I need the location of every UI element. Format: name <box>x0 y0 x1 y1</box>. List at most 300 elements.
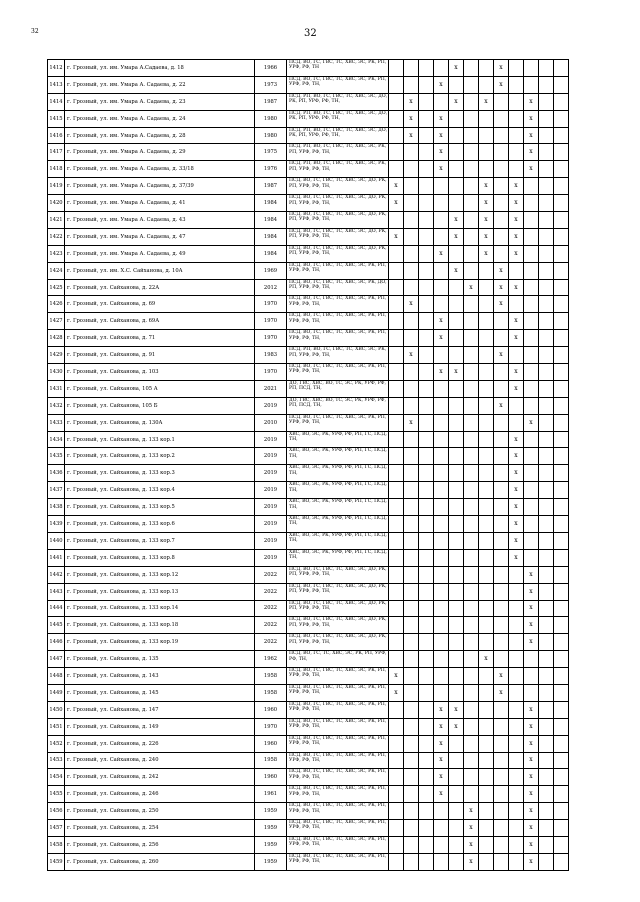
mark-cell: x <box>479 651 494 668</box>
mark-cell <box>389 93 404 110</box>
mark-cell <box>479 448 494 465</box>
mark-cell <box>419 144 434 161</box>
mark-cell <box>464 651 479 668</box>
mark-cell <box>404 380 419 397</box>
mark-cell <box>539 76 554 93</box>
mark-cell <box>524 228 539 245</box>
mark-cell <box>509 668 524 685</box>
codes-cell: ПСД, ВО, ГС, ГВС, ТС, ХВС, ЭС, РК, РП, УРФ, РФ, ТН, <box>287 718 389 735</box>
mark-cell <box>479 296 494 313</box>
mark-cell: x <box>434 127 449 144</box>
mark-cell <box>479 330 494 347</box>
mark-cell <box>419 668 434 685</box>
mark-cell <box>554 566 569 583</box>
mark-cell <box>419 583 434 600</box>
mark-cell <box>464 313 479 330</box>
mark-cell <box>464 448 479 465</box>
mark-cell <box>509 803 524 820</box>
mark-cell <box>554 397 569 414</box>
row-number: 1450 <box>48 701 65 718</box>
mark-cell <box>434 465 449 482</box>
mark-cell <box>539 549 554 566</box>
mark-cell <box>479 718 494 735</box>
mark-cell: x <box>389 195 404 212</box>
row-number: 1442 <box>48 566 65 583</box>
mark-cell <box>449 397 464 414</box>
mark-cell <box>404 735 419 752</box>
mark-cell: x <box>494 60 509 77</box>
mark-cell <box>464 634 479 651</box>
codes-cell: ХВС, ВО, ЭС, РК, УРФ, РФ, РП, ГС, ПСД, ТН, <box>287 465 389 482</box>
mark-cell <box>464 549 479 566</box>
codes-cell: ПСД, РП, ВО, ГС, ГВС, ТС, ХВС, ЭС, ДО, РК, РП, УРФ, РФ, ТН, <box>287 127 389 144</box>
address-cell: г. Грозный, ул. Сайханова, д. 133 кор.8 <box>65 549 255 566</box>
mark-cell: x <box>449 93 464 110</box>
codes-cell: ПСД, ВО, ГС, ГВС, ТС, ХВС, ЭС, РК, РП, УРФ, РФ, ТН, <box>287 668 389 685</box>
address-cell: г. Грозный, ул. Сайханова, 105 Б <box>65 397 255 414</box>
mark-cell <box>389 752 404 769</box>
mark-cell <box>479 465 494 482</box>
mark-cell <box>494 245 509 262</box>
mark-cell <box>539 397 554 414</box>
mark-cell <box>539 414 554 431</box>
row-number: 1449 <box>48 684 65 701</box>
mark-cell <box>554 634 569 651</box>
mark-cell: x <box>494 279 509 296</box>
mark-cell <box>539 431 554 448</box>
mark-cell <box>449 600 464 617</box>
mark-cell <box>494 161 509 178</box>
codes-cell: ПСД, ВО, ГС, ГВС, ТС, ХВС, ЭС, РК, РП, УРФ, РФ, ТН, <box>287 786 389 803</box>
mark-cell <box>479 668 494 685</box>
mark-cell <box>509 262 524 279</box>
mark-cell <box>524 76 539 93</box>
mark-cell <box>539 668 554 685</box>
mark-cell <box>539 245 554 262</box>
mark-cell <box>464 769 479 786</box>
mark-cell <box>554 820 569 837</box>
mark-cell <box>419 431 434 448</box>
address-cell: г. Грозный, ул. им. Умара А. Садаева, д. 28 <box>65 127 255 144</box>
mark-cell <box>494 516 509 533</box>
year-cell: 1970 <box>255 364 287 381</box>
row-number: 1425 <box>48 279 65 296</box>
mark-cell <box>419 60 434 77</box>
mark-cell <box>464 566 479 583</box>
mark-cell <box>419 279 434 296</box>
mark-cell <box>494 330 509 347</box>
address-cell: г. Грозный, ул. Сайханова, д. 147 <box>65 701 255 718</box>
year-cell: 2019 <box>255 448 287 465</box>
mark-cell <box>419 634 434 651</box>
mark-cell <box>524 532 539 549</box>
mark-cell <box>389 448 404 465</box>
mark-cell: x <box>449 212 464 229</box>
codes-cell: ПСД, ВО, ГС, ГВС, ТС, ХВС, ЭС, ДО, РК, РП, УРФ, РФ, ТН, <box>287 634 389 651</box>
mark-cell <box>494 651 509 668</box>
mark-cell <box>539 262 554 279</box>
row-number: 1412 <box>48 60 65 77</box>
row-number: 1421 <box>48 212 65 229</box>
year-cell: 1983 <box>255 347 287 364</box>
address-cell: г. Грозный, ул. Сайханова, д. 133 кор.19 <box>65 634 255 651</box>
codes-cell: ПСД, ВО, ГС, ГВС, ТС, ХВС, ЭС, ДО, РК, РП, УРФ, РФ, ТН, <box>287 195 389 212</box>
mark-cell <box>509 60 524 77</box>
mark-cell <box>539 583 554 600</box>
mark-cell <box>464 414 479 431</box>
codes-cell: ПСД, ВО, ГС, ГВС, ТС, ХВС, ЭС, РК, РП, УРФ, РФ, ТН, <box>287 735 389 752</box>
codes-cell: ПСД, ВО, ГС, ТС, ХВС, ЭС, РК, РП, УРФ, РФ, ТН, <box>287 651 389 668</box>
mark-cell <box>404 195 419 212</box>
address-cell: г. Грозный, ул. Сайханова, д. 133 кор.2 <box>65 448 255 465</box>
mark-cell <box>554 347 569 364</box>
row-number: 1420 <box>48 195 65 212</box>
mark-cell <box>389 735 404 752</box>
mark-cell <box>464 380 479 397</box>
mark-cell <box>554 448 569 465</box>
mark-cell <box>509 600 524 617</box>
mark-cell: x <box>524 566 539 583</box>
mark-cell <box>494 836 509 853</box>
mark-cell: x <box>479 93 494 110</box>
table-row <box>48 364 569 381</box>
mark-cell <box>539 769 554 786</box>
mark-cell <box>524 364 539 381</box>
mark-cell <box>554 482 569 499</box>
row-number: 1445 <box>48 617 65 634</box>
mark-cell <box>449 684 464 701</box>
mark-cell <box>539 836 554 853</box>
mark-cell: x <box>449 701 464 718</box>
year-cell: 1958 <box>255 752 287 769</box>
mark-cell <box>449 144 464 161</box>
mark-cell <box>539 651 554 668</box>
mark-cell <box>404 499 419 516</box>
year-cell: 2019 <box>255 397 287 414</box>
mark-cell <box>494 752 509 769</box>
codes-cell: ПСД, ВО, ГС, ГВС, ТС, ХВС, ЭС, РК, РП, УРФ, РФ, ТН, <box>287 820 389 837</box>
mark-cell <box>479 313 494 330</box>
year-cell: 1980 <box>255 110 287 127</box>
address-cell: г. Грозный, ул. им. Умара А. Садаева, д. 41 <box>65 195 255 212</box>
mark-cell <box>449 516 464 533</box>
mark-cell: x <box>509 431 524 448</box>
mark-cell <box>419 245 434 262</box>
mark-cell <box>554 853 569 870</box>
table-row <box>48 820 569 837</box>
mark-cell <box>524 668 539 685</box>
mark-cell <box>404 668 419 685</box>
mark-cell <box>464 532 479 549</box>
mark-cell <box>554 414 569 431</box>
mark-cell: x <box>524 144 539 161</box>
mark-cell: x <box>524 583 539 600</box>
address-cell: г. Грозный, ул. им. Умара А. Садаева, д. 29 <box>65 144 255 161</box>
mark-cell <box>554 583 569 600</box>
buildings-table <box>47 59 569 871</box>
address-cell: г. Грозный, ул. Сайханова, д. 71 <box>65 330 255 347</box>
mark-cell <box>404 853 419 870</box>
mark-cell <box>479 76 494 93</box>
codes-cell: ПСД, РП, ВО, ГС, ГВС, ТС, ХВС, ЭС, ДО, РК, РП, УРФ, РФ, ТН, <box>287 93 389 110</box>
mark-cell <box>464 76 479 93</box>
mark-cell <box>554 549 569 566</box>
mark-cell <box>554 769 569 786</box>
mark-cell: x <box>524 161 539 178</box>
mark-cell <box>404 516 419 533</box>
mark-cell <box>404 820 419 837</box>
mark-cell <box>524 178 539 195</box>
mark-cell <box>419 752 434 769</box>
table-row <box>48 245 569 262</box>
mark-cell <box>434 499 449 516</box>
mark-cell <box>464 600 479 617</box>
table-row <box>48 600 569 617</box>
mark-cell <box>419 465 434 482</box>
mark-cell <box>539 161 554 178</box>
mark-cell: x <box>404 110 419 127</box>
mark-cell <box>554 178 569 195</box>
mark-cell <box>449 499 464 516</box>
mark-cell <box>434 431 449 448</box>
mark-cell: x <box>479 195 494 212</box>
table-row <box>48 262 569 279</box>
mark-cell <box>404 769 419 786</box>
mark-cell: x <box>524 110 539 127</box>
mark-cell <box>539 820 554 837</box>
row-number: 1431 <box>48 380 65 397</box>
mark-cell <box>434 820 449 837</box>
address-cell: г. Грозный, ул. Сайханова, д. 149 <box>65 718 255 735</box>
mark-cell <box>479 364 494 381</box>
mark-cell <box>449 549 464 566</box>
mark-cell: x <box>479 245 494 262</box>
table-row <box>48 786 569 803</box>
mark-cell: x <box>524 853 539 870</box>
year-cell: 1970 <box>255 330 287 347</box>
year-cell: 2019 <box>255 549 287 566</box>
mark-cell: x <box>434 313 449 330</box>
table-row <box>48 836 569 853</box>
mark-cell: x <box>524 718 539 735</box>
mark-cell <box>554 752 569 769</box>
table-row <box>48 347 569 364</box>
address-cell: г. Грозный, ул. им. Умара А. Садаева, д. 23 <box>65 93 255 110</box>
year-cell: 1987 <box>255 93 287 110</box>
mark-cell <box>479 566 494 583</box>
mark-cell <box>434 212 449 229</box>
mark-cell <box>404 76 419 93</box>
mark-cell: x <box>494 262 509 279</box>
row-number: 1456 <box>48 803 65 820</box>
mark-cell <box>389 549 404 566</box>
mark-cell <box>419 380 434 397</box>
table-row <box>48 144 569 161</box>
year-cell: 2019 <box>255 431 287 448</box>
codes-cell: ПСД, РП, ВО, ГС, ГВС, ТС, ХВС, ЭС, ДО, РК, РП, УРФ, РФ, ТН, <box>287 110 389 127</box>
mark-cell <box>479 279 494 296</box>
mark-cell <box>389 499 404 516</box>
mark-cell <box>434 684 449 701</box>
row-number: 1443 <box>48 583 65 600</box>
mark-cell <box>509 836 524 853</box>
mark-cell <box>479 735 494 752</box>
mark-cell <box>389 617 404 634</box>
mark-cell <box>464 296 479 313</box>
mark-cell <box>389 330 404 347</box>
mark-cell: x <box>524 634 539 651</box>
mark-cell <box>419 212 434 229</box>
mark-cell <box>419 195 434 212</box>
mark-cell <box>539 178 554 195</box>
codes-cell: ПСД, ВО, ГС, ГВС, ТС, ХВС, ЭС, ДО, РК, РП, УРФ, РФ, ТН, <box>287 245 389 262</box>
mark-cell <box>419 482 434 499</box>
table-row <box>48 448 569 465</box>
mark-cell <box>554 76 569 93</box>
row-number: 1429 <box>48 347 65 364</box>
mark-cell <box>389 262 404 279</box>
mark-cell: x <box>509 364 524 381</box>
year-cell: 1970 <box>255 718 287 735</box>
codes-cell: ПСД, ВО, ГС, ГВС, ТС, ХВС, ЭС, РК, РП, УРФ, РФ, ТН, <box>287 769 389 786</box>
table-row <box>48 195 569 212</box>
mark-cell <box>404 583 419 600</box>
table-row <box>48 397 569 414</box>
year-cell: 2019 <box>255 516 287 533</box>
mark-cell <box>464 195 479 212</box>
mark-cell: x <box>509 279 524 296</box>
year-cell: 1984 <box>255 245 287 262</box>
mark-cell <box>419 313 434 330</box>
mark-cell <box>419 836 434 853</box>
mark-cell <box>554 60 569 77</box>
mark-cell <box>554 786 569 803</box>
mark-cell <box>434 617 449 634</box>
mark-cell <box>554 296 569 313</box>
mark-cell: x <box>494 347 509 364</box>
mark-cell <box>389 364 404 381</box>
row-number: 1430 <box>48 364 65 381</box>
mark-cell <box>464 93 479 110</box>
mark-cell <box>389 532 404 549</box>
mark-cell <box>389 566 404 583</box>
mark-cell <box>554 803 569 820</box>
mark-cell <box>434 178 449 195</box>
address-cell: г. Грозный, ул. им. Умара А.Садаева, д. 18 <box>65 60 255 77</box>
mark-cell: x <box>509 482 524 499</box>
address-cell: г. Грозный, ул. им. Умара А. Садаева, д. 43 <box>65 212 255 229</box>
row-number: 1454 <box>48 769 65 786</box>
mark-cell <box>419 76 434 93</box>
mark-cell <box>539 532 554 549</box>
year-cell: 2012 <box>255 279 287 296</box>
mark-cell <box>419 820 434 837</box>
mark-cell <box>404 448 419 465</box>
mark-cell <box>554 735 569 752</box>
codes-cell: ПСД, ВО, ГС, ГВС, ТС, ХВС, ЭС, РК, РП, УРФ, РФ, ТН, <box>287 853 389 870</box>
year-cell: 1980 <box>255 127 287 144</box>
mark-cell <box>479 262 494 279</box>
mark-cell <box>554 431 569 448</box>
row-number: 1458 <box>48 836 65 853</box>
mark-cell <box>419 110 434 127</box>
mark-cell <box>449 836 464 853</box>
codes-cell: ПСД, ВО, ГС, ГВС, ТС, ХВС, ЭС, РК, РП, УРФ, РФ, ТН, <box>287 684 389 701</box>
table-row <box>48 127 569 144</box>
mark-cell <box>389 634 404 651</box>
mark-cell: x <box>509 330 524 347</box>
mark-cell <box>464 127 479 144</box>
address-cell: г. Грозный, ул. им. Умара А. Садаева, д. 47 <box>65 228 255 245</box>
table-row <box>48 482 569 499</box>
mark-cell <box>494 735 509 752</box>
mark-cell <box>419 600 434 617</box>
table-row <box>48 853 569 870</box>
mark-cell: x <box>524 414 539 431</box>
mark-cell: x <box>509 212 524 229</box>
mark-cell <box>524 516 539 533</box>
mark-cell <box>404 364 419 381</box>
table-row <box>48 279 569 296</box>
mark-cell <box>524 212 539 229</box>
row-number: 1417 <box>48 144 65 161</box>
mark-cell: x <box>509 228 524 245</box>
row-number: 1422 <box>48 228 65 245</box>
mark-cell <box>389 836 404 853</box>
mark-cell <box>524 651 539 668</box>
year-cell: 2019 <box>255 532 287 549</box>
mark-cell <box>539 279 554 296</box>
row-number: 1419 <box>48 178 65 195</box>
mark-cell <box>524 482 539 499</box>
mark-cell <box>554 516 569 533</box>
mark-cell <box>389 651 404 668</box>
mark-cell <box>539 684 554 701</box>
mark-cell: x <box>524 820 539 837</box>
mark-cell <box>509 769 524 786</box>
mark-cell <box>389 313 404 330</box>
mark-cell: x <box>434 735 449 752</box>
mark-cell <box>464 161 479 178</box>
mark-cell: x <box>404 127 419 144</box>
mark-cell <box>404 313 419 330</box>
table-row <box>48 718 569 735</box>
mark-cell <box>509 583 524 600</box>
year-cell: 1966 <box>255 60 287 77</box>
address-cell: г. Грозный, ул. Сайханова, д. 133 кор.7 <box>65 532 255 549</box>
mark-cell: x <box>524 701 539 718</box>
mark-cell <box>494 769 509 786</box>
mark-cell <box>539 735 554 752</box>
mark-cell <box>434 516 449 533</box>
mark-cell <box>464 397 479 414</box>
mark-cell <box>464 482 479 499</box>
row-number: 1447 <box>48 651 65 668</box>
mark-cell <box>449 296 464 313</box>
mark-cell <box>404 431 419 448</box>
address-cell: г. Грозный, ул. Сайханова, д. 240 <box>65 752 255 769</box>
table-row <box>48 313 569 330</box>
mark-cell <box>419 178 434 195</box>
mark-cell <box>524 499 539 516</box>
mark-cell <box>449 448 464 465</box>
mark-cell <box>404 549 419 566</box>
mark-cell <box>404 786 419 803</box>
mark-cell <box>554 228 569 245</box>
mark-cell <box>509 634 524 651</box>
mark-cell <box>434 482 449 499</box>
mark-cell <box>494 228 509 245</box>
